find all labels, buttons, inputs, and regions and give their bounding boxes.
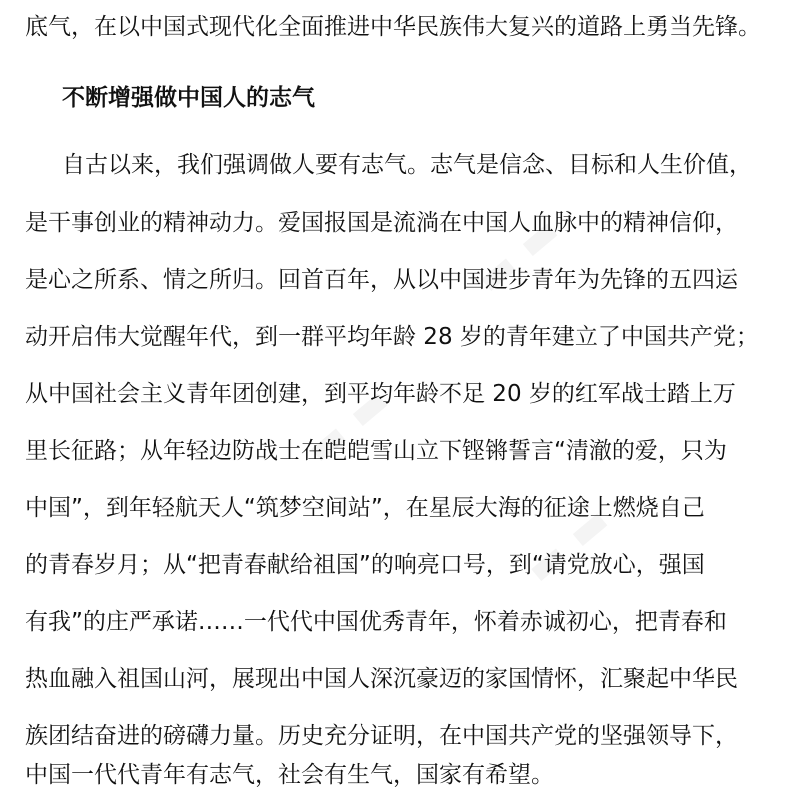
watermark-mark: ▬ ▬ — [515, 495, 619, 594]
paragraph-line: 中国”，到年轻航天人“筑梦空间站”，在星辰大海的征途上燃烧自己 — [25, 495, 705, 521]
watermark-mark: ▬ ▬ — [465, 205, 569, 304]
paragraph-line: 动开启伟大觉醒年代，到一群平均年龄 28 岁的青年建立了中国共产党； — [25, 324, 759, 350]
paragraph-line: 自古以来，我们强调做人要有志气。志气是信念、目标和人生价值， — [62, 152, 752, 178]
paragraph-line: 中国一代代青年有志气，社会有生气，国家有希望。 — [25, 762, 554, 788]
paragraph-line: 是干事创业的精神动力。爱国报国是流淌在中国人血脉中的精神信仰， — [25, 210, 738, 236]
paragraph-line: 族团结奋进的磅礴力量。历史充分证明，在中国共产党的坚强领导下， — [25, 723, 738, 749]
paragraph-line: 的青春岁月；从“把青春献给祖国”的响亮口号，到“请党放心，强国 — [25, 552, 705, 578]
watermark-mark: ▬ ▬ — [295, 375, 399, 474]
paragraph-line: 有我”的庄严承诺……一代代中国优秀青年，怀着赤诚初心，把青春和 — [25, 609, 727, 635]
paragraph-line: 里长征路；从年轻边防战士在皑皑雪山立下铿锵誓言“清澈的爱，只为 — [25, 438, 727, 464]
paragraph-line: 热血融入祖国山河，展现出中国人深沉豪迈的家国情怀，汇聚起中华民 — [25, 666, 738, 692]
paragraph-line: 是心之所系、情之所归。回首百年，从以中国进步青年为先锋的五四运 — [25, 267, 738, 293]
paragraph-line: 从中国社会主义青年团创建，到平均年龄不足 20 岁的红军战士踏上万 — [25, 381, 736, 407]
section-heading: 不断增强做中国人的志气 — [62, 85, 315, 111]
paragraph-line: 底气，在以中国式现代化全面推进中华民族伟大复兴的道路上勇当先锋。 — [25, 14, 761, 40]
